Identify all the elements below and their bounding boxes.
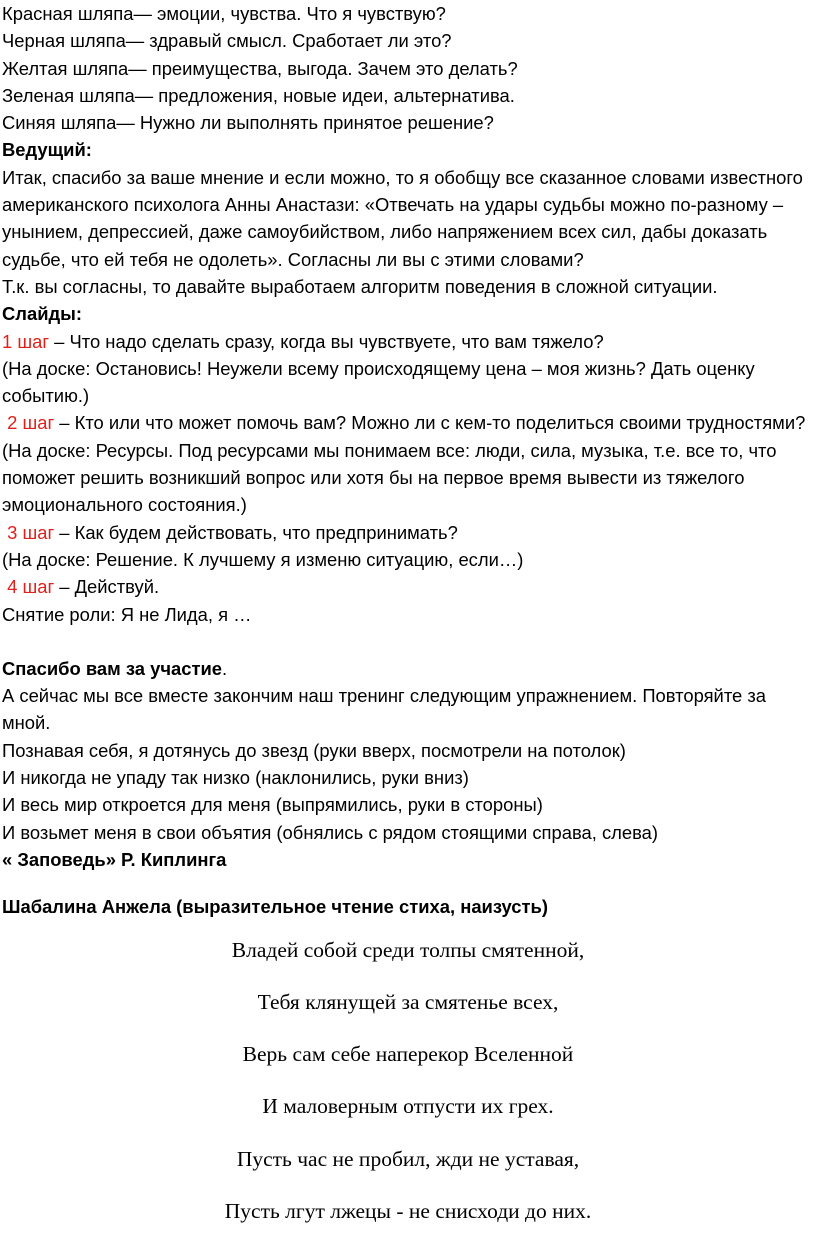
host-paragraph-1: Итак, спасибо за ваше мнение и если можно, то я обобщу все сказанное словами известного американского психолога Анны Анастази: «Отвечать на удары судьбы можно по-разному – унынием, депрессией, даже самоубийством, либо напряжением всех сил, дабы доказать судьбе, что ей тебя не одолеть». Согласны ли вы с этими словами? [2,166,803,270]
exercise-line-4: И возьмет меня в свои объятия (обнялись с рядом стоящими справа, слева) [2,821,659,843]
step-3-note: (На доске: Решение. К лучшему я изменю ситуацию, если…) [2,548,524,570]
hat-yellow-line: Желтая шляпа— преимущества, выгода. Зачем это делать? [2,57,518,79]
step-4 [2,573,812,600]
step-2-note: (На доске: Ресурсы. Под ресурсами мы понимаем все: люди, сила, музыка, т.е. все то, что поможет решить возникший вопрос или хотя бы на первое время вывести из тяжелого эмоционального состояния.) [2,439,777,516]
exercise-line-2: И никогда не упаду так низко (наклонились, руки вниз) [2,767,469,789]
slides-heading: Слайды: [2,303,83,325]
poem-line-2: Верь сам себе наперекор Вселенной [242,1042,574,1067]
step-2-label: 2 шаг [7,412,55,434]
poem-line-4: Пусть час не пробил, жди не уставая, [236,1146,580,1171]
spacer [2,628,812,655]
exercise-intro: А сейчас мы все вместе закончим наш тренинг следующим упражнением. Повторяйте за мной. [2,685,767,734]
poem-first-line: Владей собой среди толпы смятенной, [231,937,585,962]
spacer [2,873,812,893]
step-1 [2,328,812,355]
step-2-text: – Кто или что может помочь вам? Можно ли с кем-то поделиться своими трудностями? [54,412,806,434]
thanks-text: Спасибо вам за участие [2,657,222,679]
poem-line-3: И маловерным отпусти их грех. [262,1094,554,1119]
thanks-line [2,655,812,682]
step-1-note: (На доске: Остановись! Неужели всему происходящему цена – моя жизнь? Дать оценку событию.) [2,357,755,407]
reader-line: Шабалина Анжела (выразительное чтение стиха, наизусть) [2,896,548,918]
hat-red-line: Красная шляпа— эмоции, чувства. Что я чувствую? [2,3,446,24]
host-heading: Ведущий: [2,139,92,161]
host-paragraph-2: Т.к. вы согласны, то давайте выработаем алгоритм поведения в сложной ситуации. [2,275,718,297]
document-page [2,0,812,1248]
step-1-label: 1 шаг [2,330,50,352]
hat-green-line: Зеленая шляпа— предложения, новые идеи, альтернатива. [2,84,515,106]
exercise-line-1: Познавая себя, я дотянусь до звезд (руки вверх, посмотрели на потолок) [2,739,626,761]
step-3 [2,519,812,546]
hat-black-line: Черная шляпа— здравый смысл. Сработает ли это? [2,30,452,52]
poem-line-5: Пусть лгут лжецы - не снисходи до них. [224,1198,592,1223]
thanks-dot: . [222,657,228,679]
poem-title: « Заповедь» Р. Киплинга [2,848,227,870]
step-4-label: 4 шаг [7,576,55,598]
step-3-text: – Как будем действовать, что предпринимать? [54,521,458,543]
role-exit-line: Снятие роли: Я не Лида, я … [2,603,252,625]
hat-blue-line: Синяя шляпа— Нужно ли выполнять принятое решение? [2,112,494,134]
step-4-text: – Действуй. [54,576,160,598]
exercise-line-3: И весь мир откроется для меня (выпрямились, руки в стороны) [2,794,543,816]
step-2 [2,409,812,436]
step-1-text: – Что надо сделать сразу, когда вы чувствуете, что вам тяжело? [49,330,604,352]
poem-line-1: Тебя клянущей за смятенье всех, [257,989,559,1014]
step-3-label: 3 шаг [7,521,55,543]
